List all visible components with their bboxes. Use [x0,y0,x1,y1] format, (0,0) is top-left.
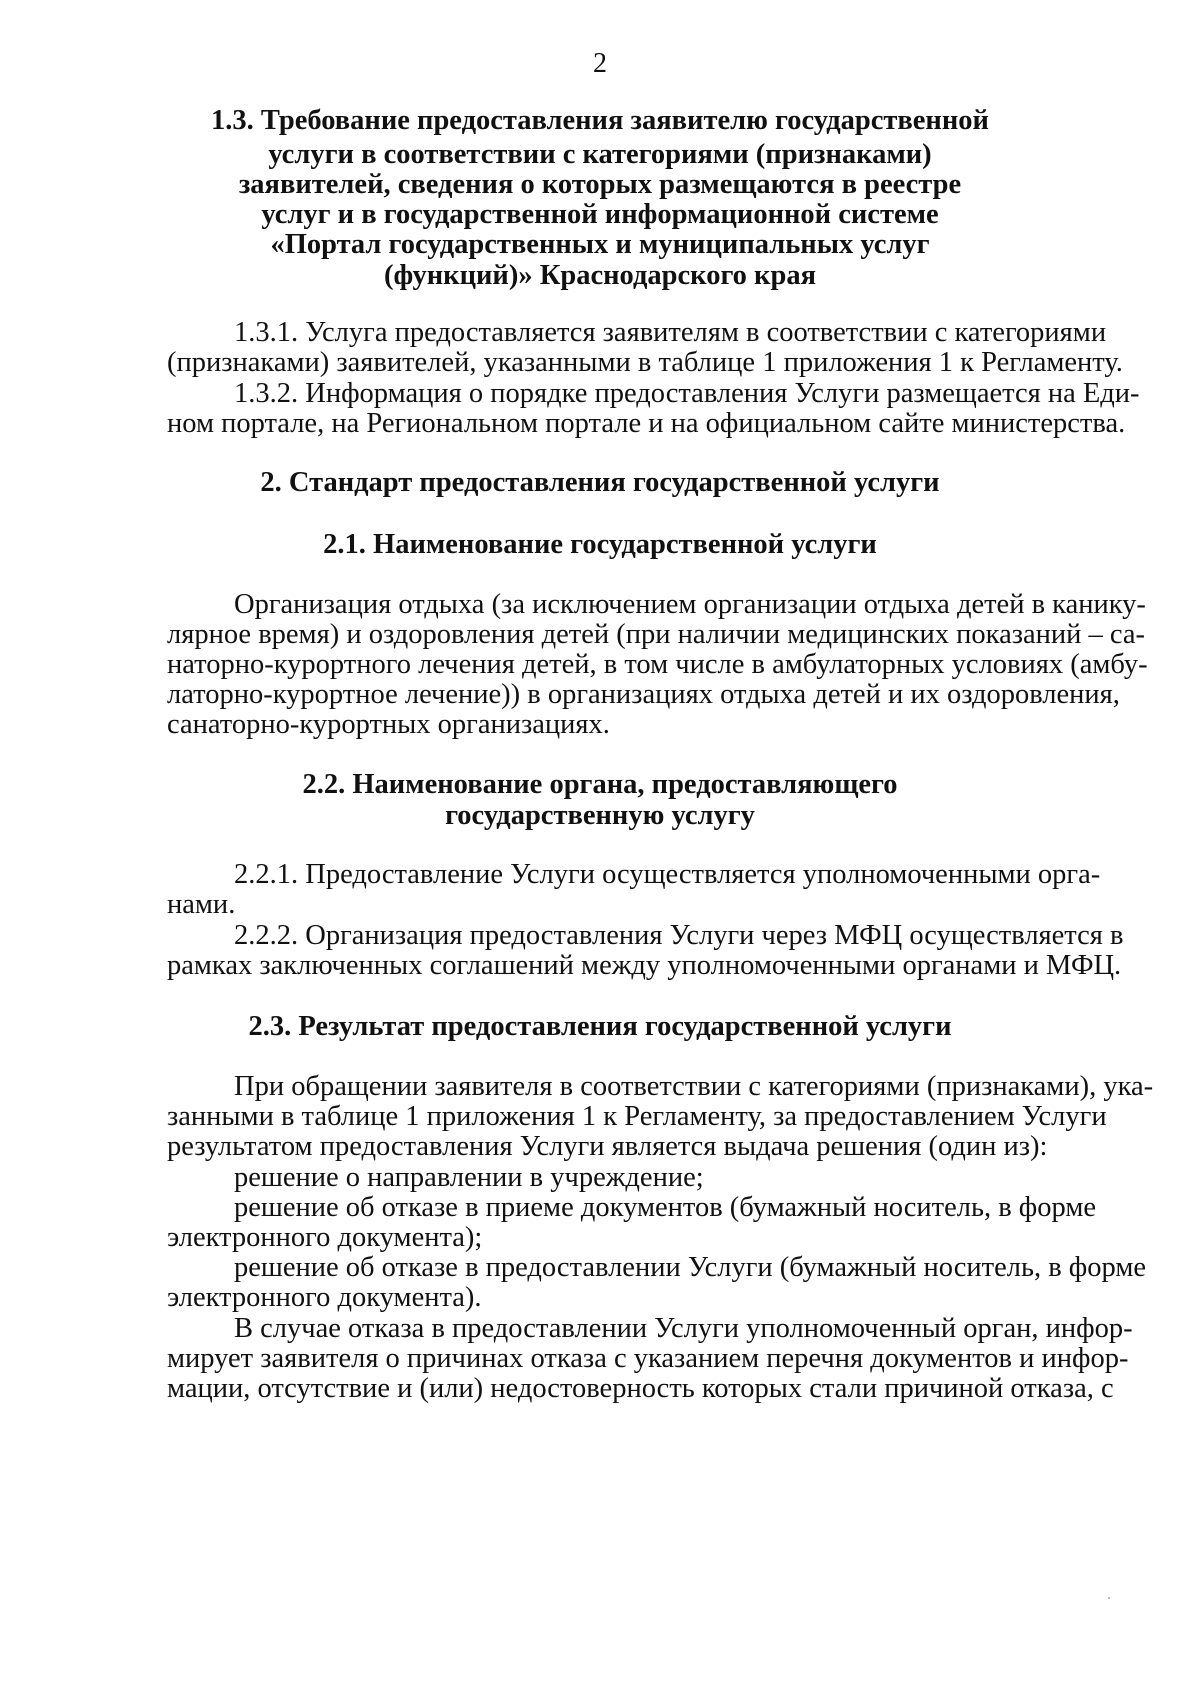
heading-line: «Портал государственных и муниципальных услуг [270,229,930,260]
text-line: санаторно-курортных организациях. [167,709,610,740]
scan-artifact [1108,1597,1110,1599]
text-line: В случае отказа в предоставлении Услуги уполномоченный орган, инфор- [234,1313,1133,1344]
section-2-1-heading: 2.1. Наименование государственной услуги [323,529,877,560]
text-line: результатом предоставления Услуги является выдача решения (один из): [167,1131,1048,1162]
text-line: ном портале, на Региональном портале и на официальном сайте министерства. [167,408,1126,439]
text-line: лярное время) и оздоровления детей (при наличии медицинских показаний – са- [167,619,1146,650]
text-line: 1.3.1. Услуга предоставляется заявителям в соответствии с категориями [234,317,1107,348]
section-2-heading: 2. Стандарт предоставления государственной услуги [260,467,940,498]
text-line: наторно-курортного лечения детей, в том числе в амбулаторных условиях (амбу- [167,649,1148,680]
heading-line: (функций)» Краснодарского края [384,260,816,291]
text-line: латорно-курортное лечение)) в организациях отдыха детей и их оздоровления, [167,679,1120,710]
page-number: 2 [593,48,607,79]
text-line: При обращении заявителя в соответствии с категориями (признаками), ука- [234,1071,1154,1102]
heading-line: 1.3. Требование предоставления заявителю государственной [211,105,989,136]
text-line: Организация отдыха (за исключением организации отдыха детей в канику- [234,589,1146,620]
heading-line: заявителей, сведения о которых размещаются в реестре [238,169,962,200]
text-line: электронного документа). [167,1282,482,1313]
text-line: решение об отказе в приеме документов (бумажный носитель, в форме [234,1192,1097,1223]
heading-line: 2.2. Наименование органа, предоставляющего [302,769,898,800]
text-line: мации, отсутствие и (или) недостоверность которых стали причиной отказа, с [167,1373,1114,1404]
heading-line: государственную услугу [445,800,755,831]
section-2-3-heading: 2.3. Результат предоставления государственной услуги [248,1011,952,1042]
list-item: решение о направлении в учреждение; [234,1162,704,1193]
text-line: (признаками) заявителей, указанными в таблице 1 приложения 1 к Регламенту. [167,347,1123,378]
text-line: 2.2.2. Организация предоставления Услуги через МФЦ осуществляется в [234,920,1124,951]
text-line: мирует заявителя о причинах отказа с указанием перечня документов и инфор- [167,1343,1129,1374]
text-line: 1.3.2. Информация о порядке предоставления Услуги размещается на Еди- [234,378,1140,409]
heading-line: услуги в соответствии с категориями (признаками) [268,139,932,170]
text-line: занными в таблице 1 приложения 1 к Регламенту, за предоставлением Услуги [167,1101,1107,1132]
text-line: нами. [167,889,236,920]
text-line: 2.2.1. Предоставление Услуги осуществляется уполномоченными орга- [234,859,1101,890]
text-line: решение об отказе в предоставлении Услуги (бумажный носитель, в форме [234,1252,1146,1283]
text-line: электронного документа); [167,1222,483,1253]
text-line: рамках заключенных соглашений между уполномоченными органами и МФЦ. [167,950,1122,981]
heading-line: услуг и в государственной информационной системе [261,199,939,230]
